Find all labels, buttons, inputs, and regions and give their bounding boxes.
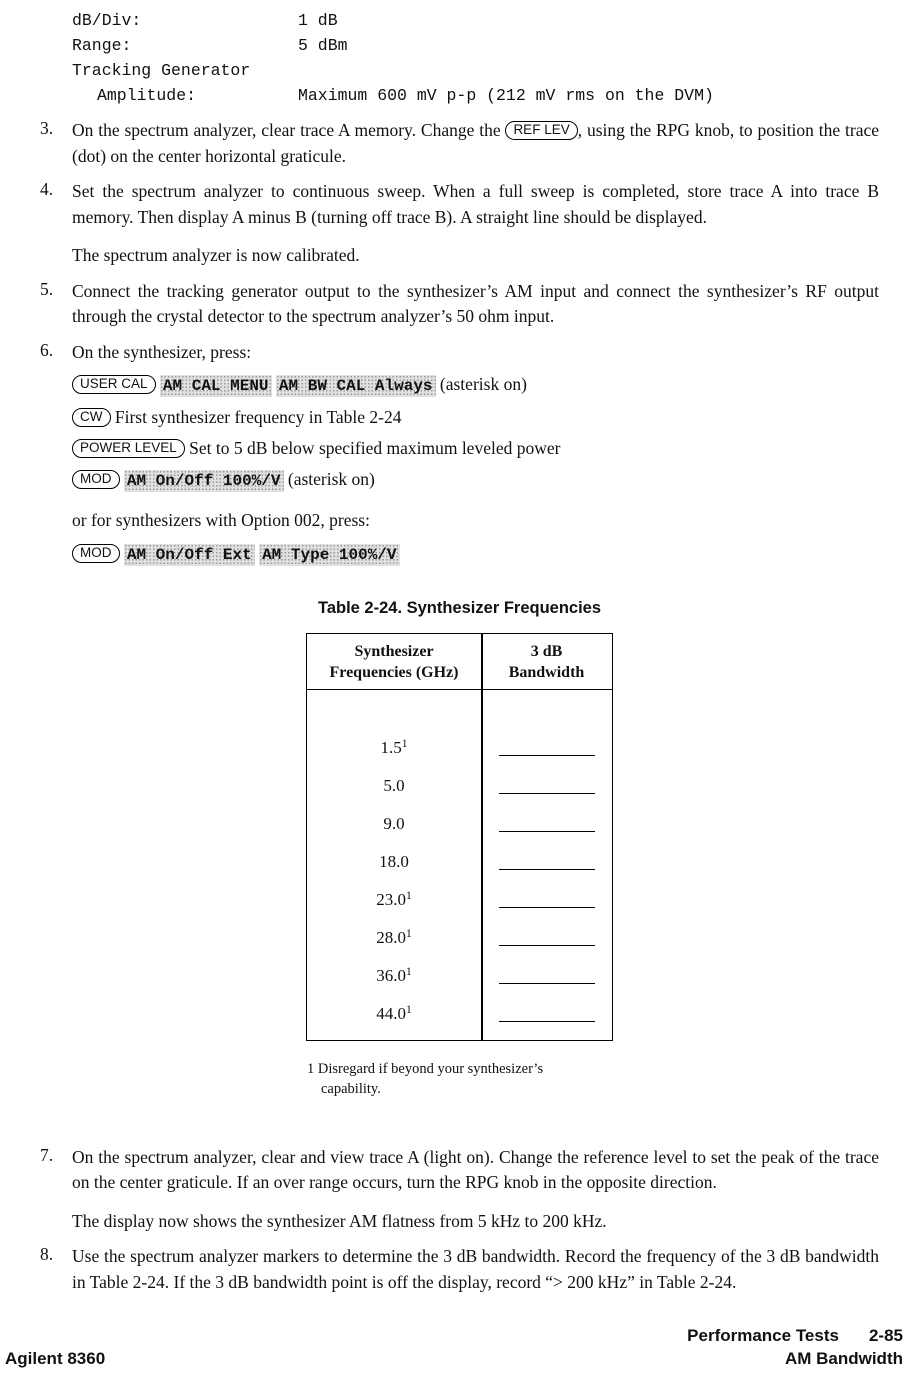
footnote-text-line2: capability. bbox=[321, 1080, 381, 1097]
bandwidth-cell bbox=[481, 866, 612, 872]
bandwidth-cell bbox=[481, 1018, 612, 1024]
step-text: Connect the tracking generator output to the synthesizer’s AM input and connect the synthesizer’s RF output through the crystal detector to the spectrum analyzer’s 50 ohm input. bbox=[72, 280, 879, 326]
bandwidth-cell bbox=[481, 980, 612, 986]
settings-block bbox=[72, 8, 879, 108]
step-number: 7. bbox=[40, 1144, 54, 1165]
footnote-marker: 1 bbox=[406, 965, 412, 978]
footer-section-line2: AM Bandwidth bbox=[784, 1349, 903, 1368]
bandwidth-cell bbox=[481, 942, 612, 948]
footer-product: Agilent 8360 bbox=[5, 1349, 106, 1368]
step-text bbox=[72, 340, 879, 567]
frequency-cell: 44.0$^1$ bbox=[376, 1003, 412, 1023]
step-number: 3. bbox=[40, 118, 54, 138]
bandwidth-cell bbox=[481, 904, 612, 910]
keypress-line bbox=[72, 541, 879, 567]
keypress-tail: (asterisk on) bbox=[435, 374, 527, 394]
softkey-am-onoff-ext: AM On/Off Ext bbox=[124, 544, 255, 566]
footnote-marker: 1 bbox=[401, 737, 408, 750]
footnote-marker: 1 bbox=[406, 889, 412, 902]
keycap-label: POWER LEVEL bbox=[80, 440, 177, 455]
frequency-cell: 28.0$^1$ bbox=[376, 927, 412, 947]
setting-row bbox=[72, 58, 879, 83]
fill-in-blank bbox=[499, 866, 595, 870]
step-number: 6. bbox=[40, 339, 54, 360]
calibrated-note: The spectrum analyzer is now calibrated. bbox=[72, 245, 360, 265]
step-6-intro: On the synthesizer, press: bbox=[72, 341, 252, 362]
keycap-label: REF LEV bbox=[513, 122, 570, 137]
table-row bbox=[307, 834, 612, 872]
setting-value: Maximum 600 mV p-p (212 mV rms on the DVM) bbox=[298, 86, 714, 105]
fill-in-blank bbox=[499, 942, 595, 946]
cw-keycap bbox=[72, 408, 111, 427]
column-header-bandwidth: 3 dB Bandwidth bbox=[508, 642, 585, 681]
step-4 bbox=[40, 179, 879, 230]
option-002-block bbox=[72, 508, 879, 567]
keypress-list bbox=[72, 372, 879, 493]
setting-label: Amplitude: bbox=[97, 86, 197, 105]
fill-in-blank bbox=[499, 980, 595, 984]
fill-in-blank bbox=[499, 828, 595, 832]
page-footer bbox=[5, 1324, 903, 1370]
step-number: 4. bbox=[40, 179, 54, 199]
table-row bbox=[307, 758, 612, 796]
frequency-cell: 5.0 bbox=[383, 775, 405, 795]
footnote-text: Disregard if beyond your synthesizer’s bbox=[317, 1060, 544, 1077]
softkey-am-type-100: AM Type 100%/V bbox=[259, 544, 399, 566]
step-text-before: On the spectrum analyzer, clear trace A memory. Change the bbox=[72, 120, 506, 140]
table-body bbox=[307, 690, 612, 1040]
keypress-line bbox=[72, 467, 879, 493]
softkey-am-cal-menu: AM CAL MENU bbox=[160, 375, 272, 397]
keypress-tail: First synthesizer frequency in Table 2-24 bbox=[110, 407, 402, 427]
footer-section bbox=[687, 1324, 903, 1370]
frequency-cell: 23.0$^1$ bbox=[376, 889, 412, 909]
footnote-marker: 1 bbox=[406, 927, 412, 940]
step-text: Set the spectrum analyzer to continuous sweep. When a full sweep is completed, store trace A into trace B memory. Then display A minus B (turning off trace B). A straight line should be displayed. bbox=[72, 181, 879, 227]
table-row bbox=[307, 910, 612, 948]
power-level-keycap bbox=[72, 439, 185, 458]
step-text: On the spectrum analyzer, clear and view trace A (light on). Change the reference level to set the peak of the trace on the center graticule. If an over range occurs, turn the RPG knob in the opposite direction. bbox=[72, 1146, 879, 1192]
setting-row bbox=[72, 83, 879, 108]
table-row bbox=[307, 796, 612, 834]
step-text: Use the spectrum analyzer markers to determine the 3 dB bandwidth. Record the frequency of the 3 dB bandwidth in Table 2-24. If the 3 dB bandwidth point is off the display, record “> 200 kHz” in Table 2-24. bbox=[72, 1246, 879, 1292]
table-column-divider bbox=[481, 634, 483, 1040]
keycap-label: USER CAL bbox=[80, 376, 148, 391]
column-header-frequencies: Synthesizer Frequencies (GHz) bbox=[329, 642, 459, 681]
frequency-cell: 18.0 bbox=[379, 851, 409, 871]
page-number: 2-85 bbox=[868, 1326, 903, 1345]
step-7 bbox=[40, 1145, 879, 1196]
table-row bbox=[307, 720, 612, 758]
step-5 bbox=[40, 279, 879, 330]
keypress-tail: (asterisk on) bbox=[283, 469, 375, 489]
fill-in-blank bbox=[499, 752, 595, 756]
footer-section-line1: Performance Tests 2-85 bbox=[687, 1326, 903, 1345]
table-row bbox=[307, 872, 612, 910]
bandwidth-cell bbox=[481, 790, 612, 796]
setting-value: 5 dBm bbox=[298, 36, 348, 55]
synthesizer-frequencies-table bbox=[306, 633, 613, 1041]
keycap-label: MOD bbox=[80, 471, 112, 486]
keycap-label: CW bbox=[80, 409, 103, 424]
option-002-intro: or for synthesizers with Option 002, press: bbox=[72, 510, 370, 530]
frequency-cell: 36.0$^1$ bbox=[376, 965, 412, 985]
bandwidth-cell bbox=[481, 752, 612, 758]
setting-value: 1 dB bbox=[298, 11, 338, 30]
footnote-marker: 1 bbox=[406, 1003, 412, 1016]
softkey-am-bw-cal-always: AM BW CAL Always bbox=[276, 375, 436, 397]
display-note: The display now shows the synthesizer AM flatness from 5 kHz to 200 kHz. bbox=[72, 1210, 607, 1231]
mod-keycap bbox=[72, 544, 120, 563]
step-8 bbox=[40, 1244, 879, 1295]
keypress-line bbox=[72, 436, 879, 460]
bandwidth-cell bbox=[481, 828, 612, 834]
setting-label: Range: bbox=[72, 36, 132, 55]
keypress-tail: Set to 5 dB below specified maximum leveled power bbox=[184, 438, 561, 458]
frequency-cell: $1.5^1$ bbox=[380, 737, 408, 757]
footnote-number: 1 bbox=[307, 1060, 315, 1077]
keypress-line bbox=[72, 405, 879, 429]
setting-row bbox=[72, 33, 879, 58]
ref-lev-keycap bbox=[505, 121, 577, 140]
table-header-row bbox=[307, 634, 612, 690]
fill-in-blank bbox=[499, 1018, 595, 1022]
table-title: Table 2-24. Synthesizer Frequencies bbox=[317, 598, 602, 617]
keycap-label: MOD bbox=[80, 544, 112, 560]
setting-label: Tracking Generator bbox=[72, 61, 251, 80]
step-6 bbox=[40, 340, 879, 567]
step-text bbox=[72, 118, 879, 169]
table-footnote bbox=[307, 1059, 612, 1099]
step-text-after: , using the RPG knob, to position the trace (dot) on the center horizontal graticule. bbox=[72, 120, 879, 166]
user-cal-keycap bbox=[72, 375, 156, 394]
frequency-cell: 9.0 bbox=[383, 813, 405, 833]
table-row bbox=[307, 986, 612, 1024]
fill-in-blank bbox=[499, 904, 595, 908]
mod-keycap bbox=[72, 470, 120, 489]
table-row bbox=[307, 948, 612, 986]
keypress-line bbox=[72, 372, 879, 398]
fill-in-blank bbox=[499, 790, 595, 794]
setting-row bbox=[72, 8, 879, 33]
softkey-am-onoff-100: AM On/Off 100%/V bbox=[124, 470, 284, 492]
step-3 bbox=[40, 118, 879, 169]
setting-label: dB/Div: bbox=[72, 11, 142, 30]
step-number: 5. bbox=[40, 278, 54, 299]
step-number: 8. bbox=[40, 1244, 54, 1264]
